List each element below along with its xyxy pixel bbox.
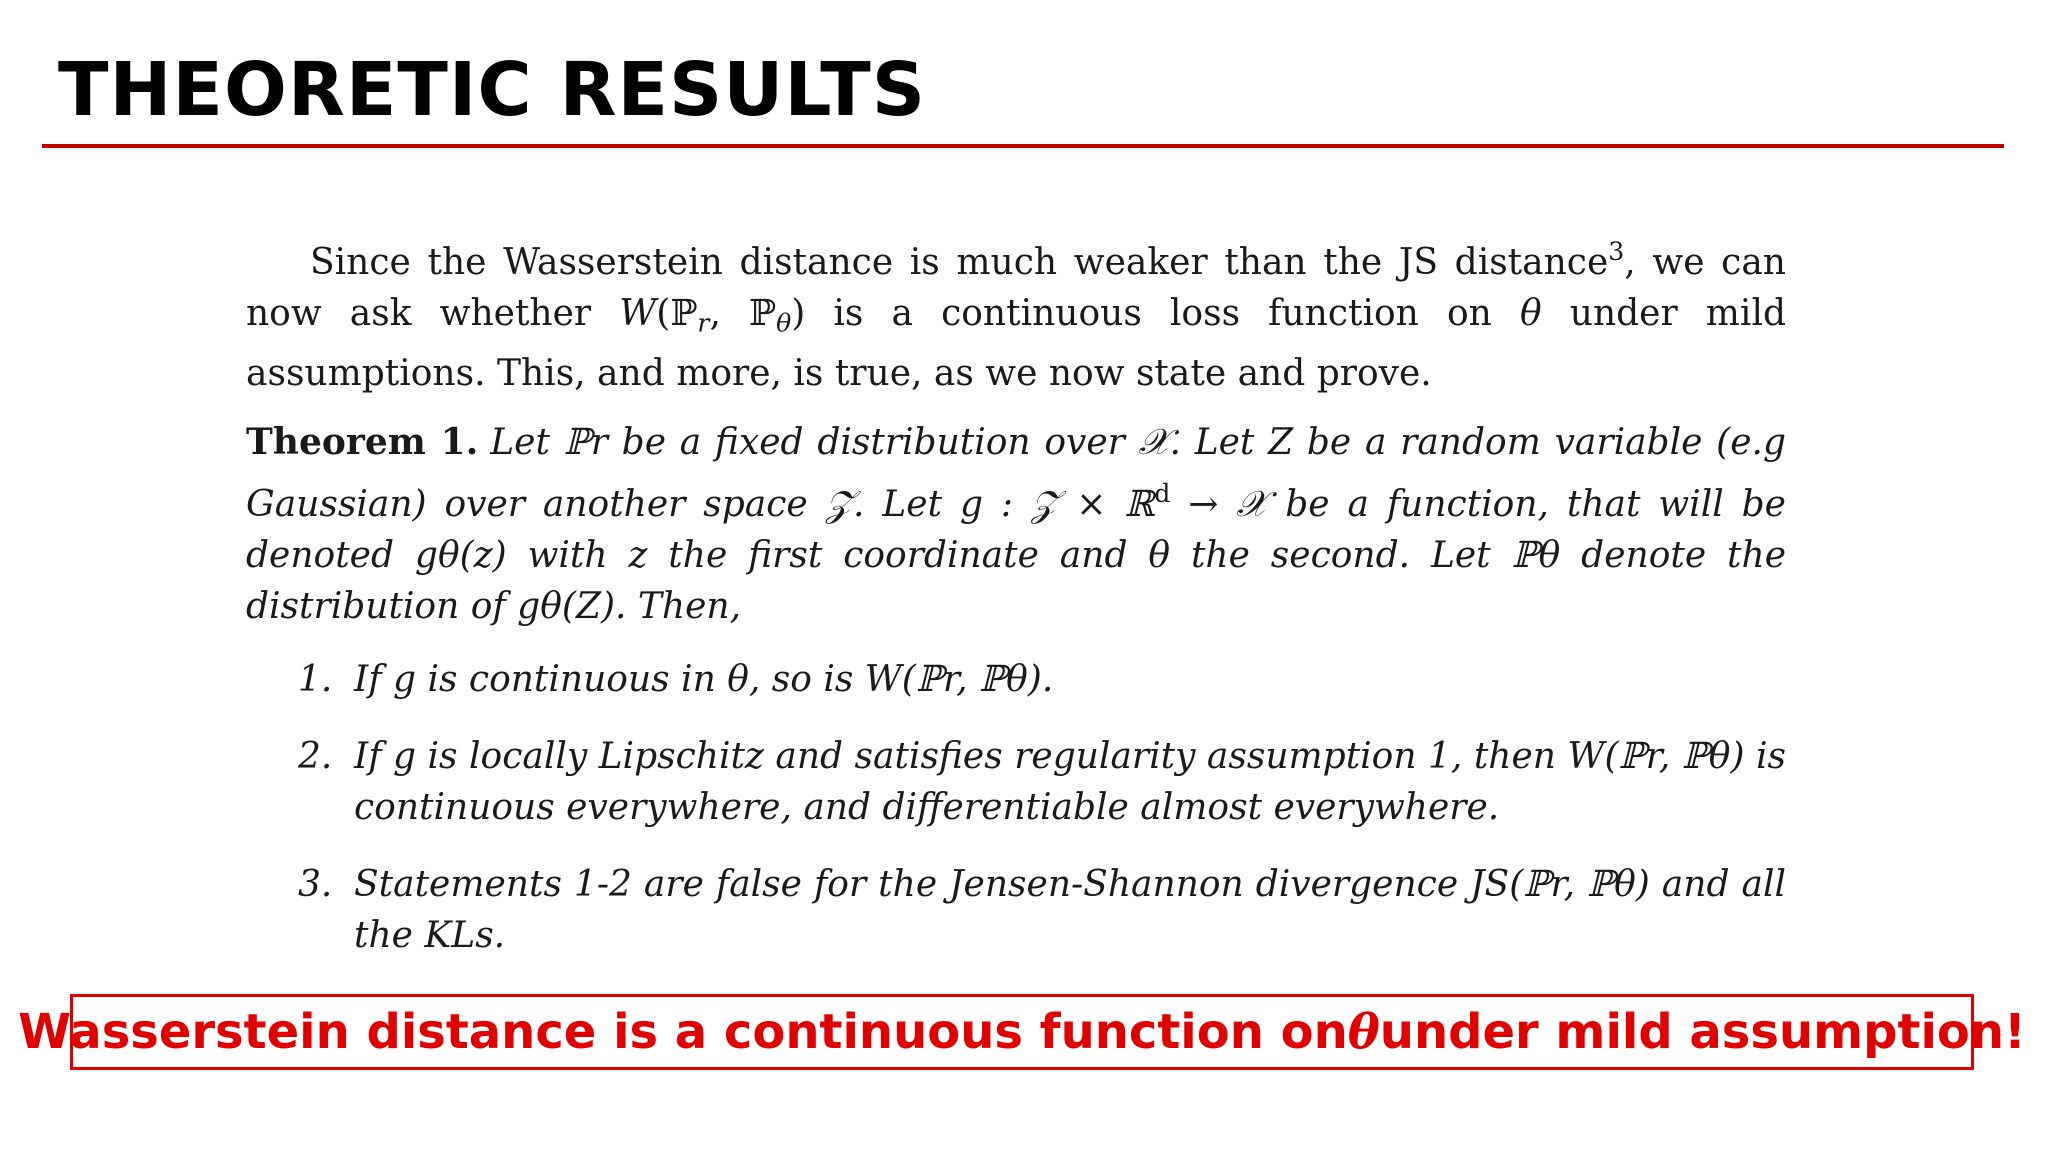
list-item-number: 3.: [298, 864, 333, 906]
math-close-paren: ): [791, 292, 806, 334]
intro-paragraph: [246, 226, 1786, 399]
key-takeaway-callout: [18, 994, 2026, 1070]
math-theta: θ: [1519, 292, 1542, 334]
list-item-text: If g is locally Lipschitz and satisfies regularity assumption 1, then W(ℙr, ℙθ) is continuous everywhere, and differentiable almost everywhere.: [354, 736, 1786, 829]
list-item-number: 2.: [298, 736, 333, 778]
list-item-text: If g is continuous in θ, so is W(ℙr, ℙθ).: [354, 659, 1054, 701]
callout-theta: θ: [1347, 1004, 1380, 1060]
intro-text-1: Since the Wasserstein distance is much weaker than the JS distance: [310, 241, 1609, 283]
list-item-text: Statements 1-2 are false for the Jensen-Shannon divergence JS(ℙr, ℙθ) and all the KLs.: [354, 864, 1786, 957]
math-sub-r: r: [697, 308, 710, 338]
list-item-number: 1.: [298, 659, 333, 701]
math-P-theta: ℙ: [749, 292, 777, 334]
intro-text-4: under mild assumptions. This, and more, is true, as we now state and prove.: [246, 292, 1787, 395]
math-P-real: ℙ: [670, 292, 698, 334]
slide-title: THEORETIC RESULTS: [58, 47, 927, 133]
theorem-paragraph: [246, 417, 1786, 632]
callout-text-1: Wasserstein distance is a continuous function on: [18, 1004, 1348, 1060]
theorem-statements-list: [246, 654, 1786, 961]
intro-text-3: is a continuous loss function on: [805, 292, 1520, 334]
list-item: [246, 654, 1786, 705]
math-comma: ,: [709, 292, 749, 334]
theorem-label: Theorem 1.: [246, 421, 479, 464]
theorem-sup-d: d: [1154, 479, 1171, 509]
math-open-paren: (: [656, 292, 671, 334]
list-item: [246, 731, 1786, 833]
math-sub-theta: θ: [776, 308, 792, 338]
footnote-marker: 3: [1608, 237, 1625, 266]
title-divider: [42, 144, 2004, 148]
paper-excerpt: [246, 226, 1786, 987]
intro-text-2: , we can now ask whether: [246, 241, 1786, 334]
math-W: W: [619, 292, 657, 334]
callout-text-2: under mild assumption!: [1379, 1004, 2026, 1060]
theorem-text-2: → 𝒳 be a function, that will be denoted gθ(z) with z the first coordinate and θ the second. Let ℙθ denote the distribution of gθ(Z). Then,: [246, 484, 1786, 628]
theorem-text-1: Let ℙr be a fixed distribution over 𝒳. Let Z be a random variable (e.g Gaussian) over another space 𝒵. Let g : 𝒵 × ℝ: [246, 422, 1786, 526]
list-item: [246, 859, 1786, 961]
